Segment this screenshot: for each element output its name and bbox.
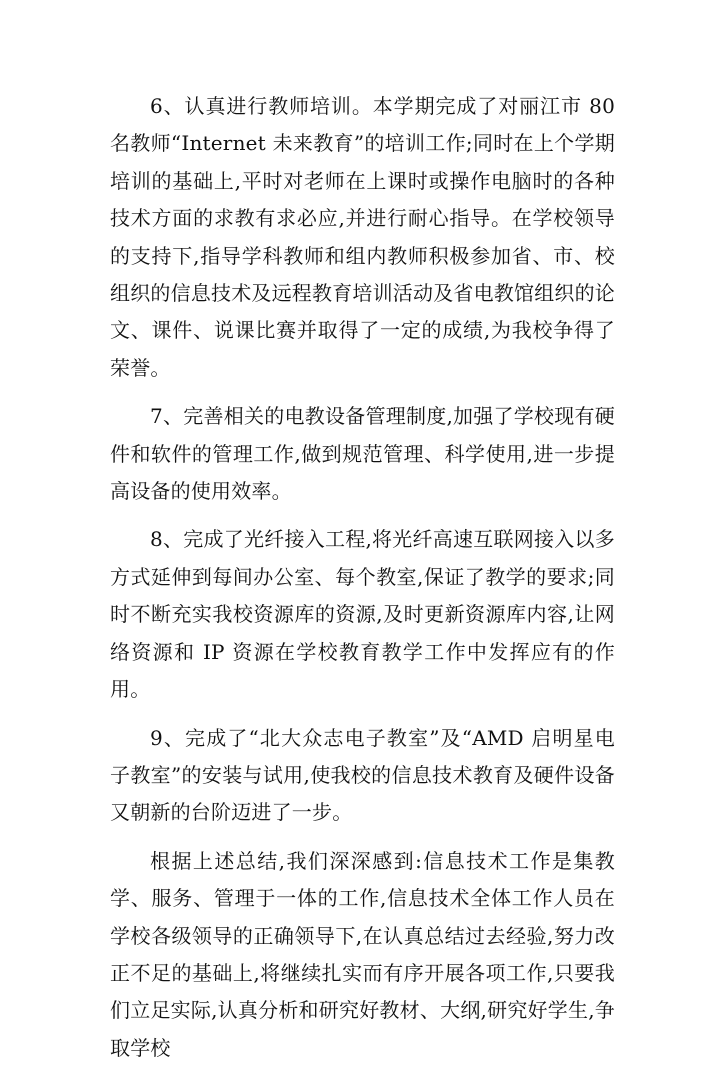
paragraph-item-7: 7、完善相关的电教设备管理制度,加强了学校现有硬件和软件的管理工作,做到规范管理、科学使用,进一步提高设备的使用效率。 bbox=[110, 404, 615, 504]
paragraph-item-8: 8、完成了光纤接入工程,将光纤高速互联网接入以多方式延伸到每间办公室、每个教室,保证了教学的要求;同时不断充实我校资源库的资源,及时更新资源库内容,让网络资源和 IP 资源在学校教育教学工作中发挥应有的作用。 bbox=[110, 527, 615, 702]
document-body bbox=[110, 88, 615, 1078]
paragraph-item-6: 6、认真进行教师培训。本学期完成了对丽江市 80 名教师“Internet 未来教育”的培训工作;同时在上个学期培训的基础上,平时对老师在上课时或操作电脑时的各种技术方面的求教有求必应,并进行耐心指导。在学校领导的支持下,指导学科教师和组内教师积极参加省、市、校组织的信息技术及远程教育培训活动及省电教馆组织的论文、课件、说课比赛并取得了一定的成绩,为我校争得了荣誉。 bbox=[110, 94, 615, 380]
paragraph-item-9: 9、完成了“北大众志电子教室”及“AMD 启明星电子教室”的安装与试用,使我校的信息技术教育及硬件设备又朝新的台阶迈进了一步。 bbox=[110, 725, 615, 825]
summary-paragraph: 根据上述总结,我们深深感到:信息技术工作是集教学、服务、管理于一体的工作,信息技术全体工作人员在学校各级领导的正确领导下,在认真总结过去经验,努力改正不足的基础上,将继续扎实而有序开展各项工作,只要我们立足实际,认真分析和研究好教材、大纲,研究好学生,争取学校 bbox=[110, 848, 615, 1060]
